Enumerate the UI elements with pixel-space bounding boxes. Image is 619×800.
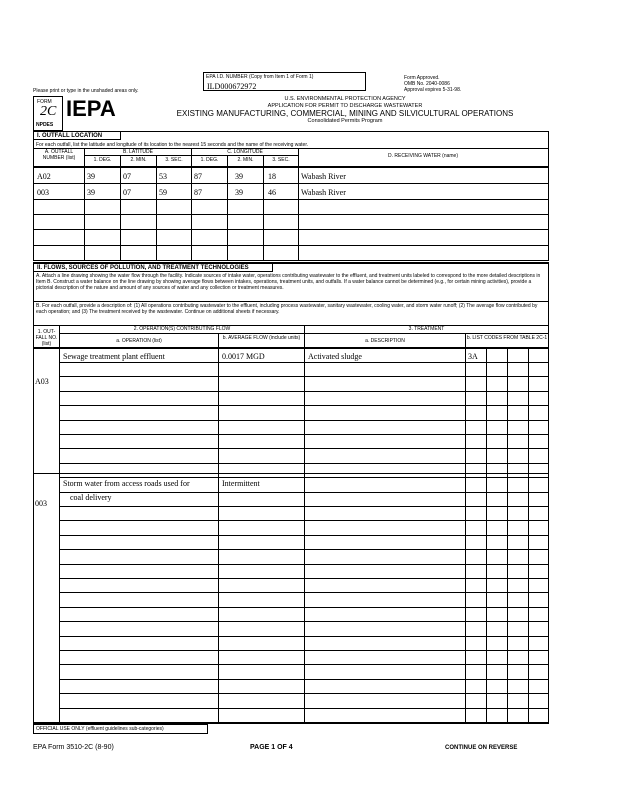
table-row-line <box>59 506 549 507</box>
col-outfall-no: 1. OUT-FALL NO. (list) <box>35 329 58 347</box>
operation[interactable]: Sewage treatment plant effluent <box>63 352 165 361</box>
lon-deg[interactable]: 87 <box>194 172 202 181</box>
approval-expires: Approval expires 5-31-98. <box>404 87 462 93</box>
epa-id-label: EPA I.D. NUMBER (Copy from Item 1 of Form 1) <box>206 74 314 80</box>
table-row-line <box>59 693 549 694</box>
lat-sec[interactable]: 53 <box>159 172 167 181</box>
col-lon-sec: 3. SEC. <box>272 157 290 163</box>
table-row-line <box>59 564 549 565</box>
lon-min[interactable]: 39 <box>235 188 243 197</box>
table-row-line <box>59 391 549 392</box>
col-operation: a. OPERATION (list) <box>116 338 162 344</box>
epa-id-value[interactable]: ILD000672972 <box>207 82 257 91</box>
lon-sec[interactable]: 46 <box>268 188 276 197</box>
col-treatment: 3. TREATMENT <box>408 326 445 332</box>
col-longitude: C. LONGITUDE <box>227 149 263 155</box>
lon-deg[interactable]: 87 <box>194 188 202 197</box>
table-row-line <box>59 434 549 435</box>
table-row-line <box>59 636 549 637</box>
col-lon-deg: 1. DEG. <box>200 157 219 163</box>
section-2-instruction-b: B. For each outfall, provide a description of: (1) All operations contributing wastewater to the effluent, including process wastewater, sanitary wastewater, cooling water, and storm water runoff; (2) The average flow contributed by each operation; and (3) The treatment received by the wastewater. Continue on additional sheets if necessary. <box>36 303 538 315</box>
treatment-description[interactable]: Activated sludge <box>308 352 362 361</box>
table-row-line <box>59 607 549 608</box>
treatment-code[interactable]: 3A <box>468 352 478 361</box>
lat-sec[interactable]: 59 <box>159 188 167 197</box>
col-lat-deg: 1. DEG. <box>93 157 112 163</box>
epa-id-box <box>203 72 366 91</box>
table-row-line <box>59 405 549 406</box>
receiving-water[interactable]: Wabash River <box>301 172 346 181</box>
table-row-line <box>59 420 549 421</box>
outfall-no[interactable]: A03 <box>35 377 49 386</box>
table-row-line <box>59 578 549 579</box>
print-instruction: Please print or type in the unshaded areas only. <box>33 88 139 94</box>
lat-deg[interactable]: 39 <box>87 188 95 197</box>
col-lat-min: 2. MIN. <box>130 157 147 163</box>
title-operations: EXISTING MANUFACTURING, COMMERCIAL, MINING AND SILVICULTURAL OPERATIONS <box>176 109 514 118</box>
outfall-number[interactable]: A02 <box>37 172 51 181</box>
agency-logo: IEPA <box>66 96 116 121</box>
outfall-group-separator <box>33 473 549 474</box>
table-row-line <box>59 549 549 550</box>
title-agency: U.S. ENVIRONMENTAL PROTECTION AGENCY <box>284 96 406 102</box>
title-application: APPLICATION FOR PERMIT TO DISCHARGE WASTEWATER <box>267 102 423 109</box>
page-number: PAGE 1 OF 4 <box>250 744 293 751</box>
lon-min[interactable]: 39 <box>235 172 243 181</box>
table-row-line <box>59 679 549 680</box>
official-use-box <box>33 724 208 734</box>
section-1-instruction: For each outfall, list the latitude and longitude of its location to the nearest 15 seconds and the name of the receiving water. <box>36 142 309 148</box>
receiving-water[interactable]: Wabash River <box>301 188 346 197</box>
table-row-line <box>59 448 549 449</box>
continue-on-reverse: CONTINUE ON REVERSE <box>445 745 518 751</box>
lon-sec[interactable]: 18 <box>268 172 276 181</box>
form-number: 2C <box>40 104 57 119</box>
title-program: Consolidated Permits Program <box>307 118 383 124</box>
section-2-header: II. FLOWS, SOURCES OF POLLUTION, AND TREATMENT TECHNOLOGIES <box>33 263 273 272</box>
operation-continued[interactable]: coal delivery <box>70 493 112 502</box>
table-row-line <box>59 477 549 478</box>
table-row-line <box>59 650 549 651</box>
table-row-line <box>59 708 549 709</box>
lat-min[interactable]: 07 <box>123 188 131 197</box>
table-row-line <box>59 362 549 363</box>
average-flow[interactable]: 0.0017 MGD <box>222 352 265 361</box>
table-row-line <box>59 664 549 665</box>
omb-number: OMB No. 2040-0086 <box>404 81 450 87</box>
table-row-line <box>59 621 549 622</box>
table-row-line <box>59 492 549 493</box>
col-lon-min: 2. MIN. <box>237 157 254 163</box>
col-latitude: B. LATITUDE <box>123 149 153 155</box>
form-label: FORM <box>37 99 52 105</box>
table-row-line <box>59 376 549 377</box>
col-operations-contributing: 2. OPERATION(S) CONTRIBUTING FLOW <box>133 326 231 332</box>
col-average-flow: b. AVERAGE FLOW (include units) <box>222 335 301 341</box>
outfall-number[interactable]: 003 <box>37 188 49 197</box>
table-row-line <box>59 535 549 536</box>
col-lat-sec: 3. SEC. <box>165 157 183 163</box>
form-id: EPA Form 3510-2C (8-90) <box>33 744 114 751</box>
form-id-box <box>33 96 63 131</box>
average-flow[interactable]: Intermittent <box>222 479 260 488</box>
operation[interactable]: Storm water from access roads used for <box>63 479 190 488</box>
form-approved: Form Approved. <box>404 75 440 81</box>
col-outfall-number: A. OUTFALL NUMBER (list) <box>42 149 76 161</box>
section-1-header: I. OUTFALL LOCATION <box>33 131 121 140</box>
section-2-instruction-a: A. Attach a line drawing showing the water flow through the facility. Indicate sources of intake water, operations contributing wastewater to the effluent, and treatment units labeled to correspond to the more detailed descriptions in Item B. Construct a water balance on the line drawing by showing average flows between intakes, operations, treatment units, and outfalls. If a water balance cannot be determined (e.g., for certain mining activities), provide a pictorial description of the nature and amount of any sources of water and any collection or treatment measures. <box>36 273 541 291</box>
col-receiving-water: D. RECEIVING WATER (name) <box>387 153 458 159</box>
npdes-label: NPDES <box>36 122 54 128</box>
table-row-line <box>59 520 549 521</box>
lat-deg[interactable]: 39 <box>87 172 95 181</box>
col-description: a. DESCRIPTION <box>365 338 405 344</box>
outfall-no[interactable]: 003 <box>35 499 47 508</box>
official-use-label: OFFICIAL USE ONLY (effluent guidelines sub-categories) <box>36 726 164 732</box>
col-list-codes: b. LIST CODES FROM TABLE 2C-1 <box>466 335 548 341</box>
lat-min[interactable]: 07 <box>123 172 131 181</box>
table-row-line <box>59 592 549 593</box>
table-row-line <box>59 463 549 464</box>
